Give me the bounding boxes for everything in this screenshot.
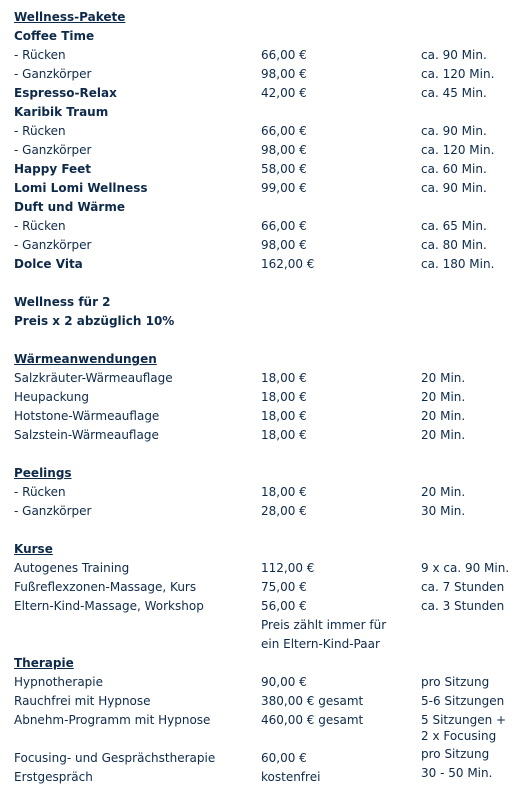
- list-item: [0, 255, 532, 274]
- list-item: [0, 673, 532, 692]
- therapie-heading: Therapie: [14, 656, 74, 670]
- item-duration: 30 - 50 Min.: [421, 766, 493, 780]
- item-price: 75,00 €: [261, 580, 307, 594]
- item-price: 99,00 €: [261, 181, 307, 195]
- item-duration: 20 Min.: [421, 409, 466, 423]
- item-duration: 5-6 Sitzungen: [421, 694, 505, 708]
- item-duration: 30 Min.: [421, 504, 466, 518]
- item-name: - Ganzkörper: [14, 238, 92, 252]
- item-duration: ca. 120 Min.: [421, 67, 495, 81]
- list-item: [0, 217, 532, 236]
- item-duration: ca. 120 Min.: [421, 143, 495, 157]
- peelings-heading: Peelings: [14, 466, 72, 480]
- item-name: - Ganzkörper: [14, 143, 92, 157]
- list-item: [0, 198, 532, 217]
- item-name: Hotstone-Wärmeauflage: [14, 409, 160, 423]
- list-item: [0, 141, 532, 160]
- item-duration: ca. 3 Stunden: [421, 599, 505, 613]
- list-item: [0, 483, 532, 502]
- kurse-note-row-2: [0, 635, 532, 654]
- kurse-note-line-1: Preis zählt immer für: [261, 618, 387, 632]
- list-item: [0, 597, 532, 616]
- list-item: [0, 559, 532, 578]
- section-heading-waerme: [0, 350, 532, 369]
- item-duration: ca. 90 Min.: [421, 181, 487, 195]
- item-name: Focusing- und Gesprächstherapie: [14, 751, 216, 765]
- item-name: Dolce Vita: [14, 257, 83, 271]
- item-duration: 20 Min.: [421, 390, 466, 404]
- list-item: [0, 84, 532, 103]
- list-item: [0, 160, 532, 179]
- item-price: 98,00 €: [261, 67, 307, 81]
- item-price: 18,00 €: [261, 428, 307, 442]
- list-item: [0, 369, 532, 388]
- section-heading-kurse: [0, 540, 532, 559]
- section-heading-therapie: [0, 654, 532, 673]
- section-heading-peelings: [0, 464, 532, 483]
- item-duration: pro Sitzung: [421, 747, 490, 761]
- list-item: [0, 65, 532, 84]
- kurse-note-row-1: [0, 616, 532, 635]
- list-item: [0, 236, 532, 255]
- item-name: Happy Feet: [14, 162, 92, 176]
- item-duration: ca. 45 Min.: [421, 86, 487, 100]
- section-heading-wellness: [0, 8, 532, 27]
- item-name: - Ganzkörper: [14, 504, 92, 518]
- item-price: 98,00 €: [261, 143, 307, 157]
- item-price: 112,00 €: [261, 561, 315, 575]
- abnehm-duration-row-2: [0, 727, 532, 746]
- item-name: Fußreflexzonen-Massage, Kurs: [14, 580, 197, 594]
- item-name: Lomi Lomi Wellness: [14, 181, 148, 195]
- item-name: - Rücken: [14, 485, 66, 499]
- item-name: Coffee Time: [14, 29, 95, 43]
- item-name: Salzkräuter-Wärmeauflage: [14, 371, 173, 385]
- item-duration: 20 Min.: [421, 371, 466, 385]
- item-price: 18,00 €: [261, 409, 307, 423]
- item-name: Eltern-Kind-Massage, Workshop: [14, 599, 204, 613]
- item-duration: 20 Min.: [421, 428, 466, 442]
- item-price: 66,00 €: [261, 124, 307, 138]
- for-two-title-row: [0, 293, 532, 312]
- list-item: [0, 103, 532, 122]
- item-duration: ca. 7 Stunden: [421, 580, 505, 594]
- kurse-note-line-2: ein Eltern-Kind-Paar: [261, 637, 380, 651]
- item-name: Duft und Wärme: [14, 200, 125, 214]
- item-duration: 9 x ca. 90 Min.: [421, 561, 510, 575]
- list-item: [0, 388, 532, 407]
- item-price: 90,00 €: [261, 675, 307, 689]
- item-price: 98,00 €: [261, 238, 307, 252]
- list-item: [0, 122, 532, 141]
- item-price: 18,00 €: [261, 390, 307, 404]
- item-duration: ca. 180 Min.: [421, 257, 495, 271]
- item-duration: 20 Min.: [421, 485, 466, 499]
- item-name: - Ganzkörper: [14, 67, 92, 81]
- list-item: [0, 426, 532, 445]
- waerme-heading: Wärmeanwendungen: [14, 352, 157, 366]
- for-two-note-row: [0, 312, 532, 331]
- item-price: 380,00 € gesamt: [261, 694, 364, 708]
- list-item: [0, 407, 532, 426]
- item-price: kostenfrei: [261, 770, 321, 784]
- item-name: - Rücken: [14, 124, 66, 138]
- item-price: 60,00 €: [261, 751, 307, 765]
- list-item: [0, 179, 532, 198]
- item-price: 460,00 € gesamt: [261, 713, 364, 727]
- item-name: Erstgespräch: [14, 770, 93, 784]
- item-name: Abnehm-Programm mit Hypnose: [14, 713, 211, 727]
- item-name: - Rücken: [14, 219, 66, 233]
- item-name: Autogenes Training: [14, 561, 130, 575]
- item-price: 66,00 €: [261, 48, 307, 62]
- item-price: 18,00 €: [261, 371, 307, 385]
- item-price: 42,00 €: [261, 86, 307, 100]
- list-item: [0, 46, 532, 65]
- kurse-heading: Kurse: [14, 542, 53, 556]
- item-duration: ca. 90 Min.: [421, 124, 487, 138]
- item-duration: ca. 65 Min.: [421, 219, 487, 233]
- item-name: - Rücken: [14, 48, 66, 62]
- list-item: [0, 692, 532, 711]
- item-price: 162,00 €: [261, 257, 315, 271]
- item-price: 66,00 €: [261, 219, 307, 233]
- item-duration: ca. 90 Min.: [421, 48, 487, 62]
- item-price: 18,00 €: [261, 485, 307, 499]
- item-name: Espresso-Relax: [14, 86, 117, 100]
- list-item: [0, 27, 532, 46]
- item-name: Rauchfrei mit Hypnose: [14, 694, 151, 708]
- item-duration: ca. 80 Min.: [421, 238, 487, 252]
- list-item: [0, 768, 532, 787]
- item-duration: pro Sitzung: [421, 675, 490, 689]
- item-price: 58,00 €: [261, 162, 307, 176]
- list-item: [0, 502, 532, 521]
- item-duration: ca. 60 Min.: [421, 162, 487, 176]
- item-name: Heupackung: [14, 390, 89, 404]
- item-duration: 5 Sitzungen +: [421, 713, 507, 727]
- for-two-title: Wellness für 2: [14, 295, 111, 309]
- wellness-heading: Wellness-Pakete: [14, 10, 126, 24]
- item-price: 56,00 €: [261, 599, 307, 613]
- for-two-note: Preis x 2 abzüglich 10%: [14, 314, 175, 328]
- item-name: Salzstein-Wärmeauflage: [14, 428, 159, 442]
- list-item: [0, 578, 532, 597]
- item-name: Hypnotherapie: [14, 675, 104, 689]
- item-name: Karibik Traum: [14, 105, 109, 119]
- item-price: 28,00 €: [261, 504, 307, 518]
- item-duration-line-2: 2 x Focusing: [421, 729, 497, 743]
